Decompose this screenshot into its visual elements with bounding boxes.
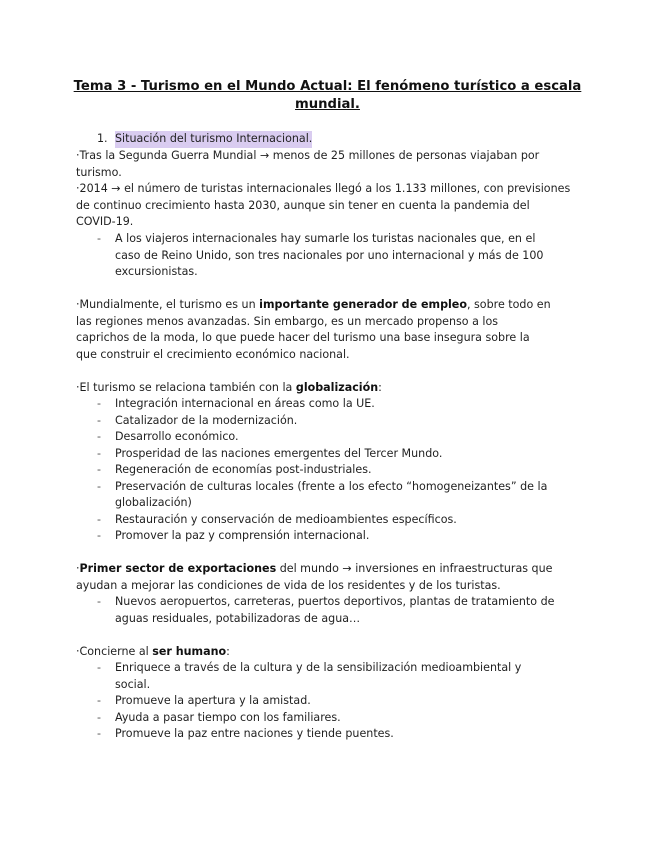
bullet-dash: -: [97, 727, 102, 740]
paragraph-line: ·2014 → el número de turistas internacionales llegó a los 1.133 millones, con previsiones: [76, 182, 571, 195]
bullet-dash: -: [97, 414, 102, 427]
text-run: del mundo → inversiones en infraestructuras que: [276, 562, 553, 575]
bullet-dash: -: [97, 529, 102, 542]
list-item: Promueve la apertura y la amistad.: [115, 694, 311, 707]
bullet-dash: -: [97, 463, 102, 476]
list-item: Promueve la paz entre naciones y tiende puentes.: [115, 727, 394, 740]
paragraph-line: COVID-19.: [76, 215, 134, 228]
paragraph-line: las regiones menos avanzadas. Sin embargo, es un mercado propenso a los: [76, 315, 499, 328]
paragraph-line: de continuo crecimiento hasta 2030, aunque sin tener en cuenta la pandemia del: [76, 199, 530, 212]
list-item: Prosperidad de las naciones emergentes del Tercer Mundo.: [115, 447, 443, 460]
bold-run: ser humano: [152, 645, 227, 658]
list-item: Ayuda a pasar tiempo con los familiares.: [115, 711, 341, 724]
bullet-line: Nuevos aeropuertos, carreteras, puertos deportivos, plantas de tratamiento de: [115, 595, 555, 608]
text-run: ·Concierne al: [76, 645, 153, 658]
bullet-dash: -: [97, 694, 102, 707]
list-item-continuation: social.: [115, 678, 151, 691]
bullet-dash: -: [97, 711, 102, 724]
bullet-dash: -: [97, 447, 102, 460]
bullet-line: A los viajeros internacionales hay sumarle los turistas nacionales que, en el: [115, 232, 536, 245]
list-item-continuation: globalización): [115, 496, 192, 509]
paragraph-line: caprichos de la moda, lo que puede hacer del turismo una base insegura sobre la: [76, 331, 530, 344]
bullet-dash: -: [97, 661, 102, 674]
list-item: Integración internacional en áreas como la UE.: [115, 397, 375, 410]
paragraph-line: ·Tras la Segunda Guerra Mundial → menos de 25 millones de personas viajaban por: [76, 149, 540, 162]
paragraph-line: turismo.: [76, 166, 122, 179]
list-item: Enriquece a través de la cultura y de la sensibilización medioambiental y: [115, 661, 522, 674]
text-run: :: [226, 645, 230, 658]
paragraph-line: [76, 380, 382, 397]
paragraph-line: ayudan a mejorar las condiciones de vida de los residentes y de los turistas.: [76, 579, 501, 592]
text-run: ·Mundialmente, el turismo es un: [76, 298, 260, 311]
bullet-line: caso de Reino Unido, son tres nacionales por uno internacional y más de 100: [115, 249, 544, 262]
bullet-line: excursionistas.: [115, 265, 198, 278]
document-title: [70, 78, 585, 114]
bullet-line: aguas residuales, potabilizadoras de agua…: [115, 612, 361, 625]
bullet-dash: -: [97, 232, 102, 245]
paragraph-line: [76, 561, 552, 578]
bullet-dash: -: [97, 397, 102, 410]
list-item: Catalizador de la modernización.: [115, 414, 298, 427]
bullet-dash: -: [97, 595, 102, 608]
title-line-1: Tema 3 - Turismo en el Mundo Actual: El fenómeno turístico a escala: [73, 79, 582, 94]
paragraph-line: [76, 644, 230, 661]
bold-run: globalización: [295, 381, 379, 394]
list-item: Promover la paz y comprensión internacional.: [115, 529, 370, 542]
bold-run: Primer sector de exportaciones: [79, 562, 277, 575]
text-run: ·: [76, 562, 80, 575]
paragraph-line: que construir el crecimiento económico nacional.: [76, 348, 350, 361]
bold-run: importante generador de empleo: [259, 298, 467, 311]
list-item: Restauración y conservación de medioambientes específicos.: [115, 513, 457, 526]
text-run: ·El turismo se relaciona también con la: [76, 381, 296, 394]
paragraph-line: [76, 297, 551, 314]
section-heading: Situación del turismo Internacional.: [115, 131, 312, 148]
bullet-dash: -: [97, 513, 102, 526]
bullet-dash: -: [97, 430, 102, 443]
text-run: :: [378, 381, 382, 394]
list-item: Regeneración de economías post-industriales.: [115, 463, 372, 476]
bullet-dash: -: [97, 480, 102, 493]
list-item: Desarrollo económico.: [115, 430, 239, 443]
title-line-2: mundial.: [295, 97, 360, 112]
list-item: Preservación de culturas locales (frente a los efecto “homogeneizantes” de la: [115, 480, 548, 493]
text-run: , sobre todo en: [466, 298, 551, 311]
section-number: 1.: [97, 132, 108, 145]
